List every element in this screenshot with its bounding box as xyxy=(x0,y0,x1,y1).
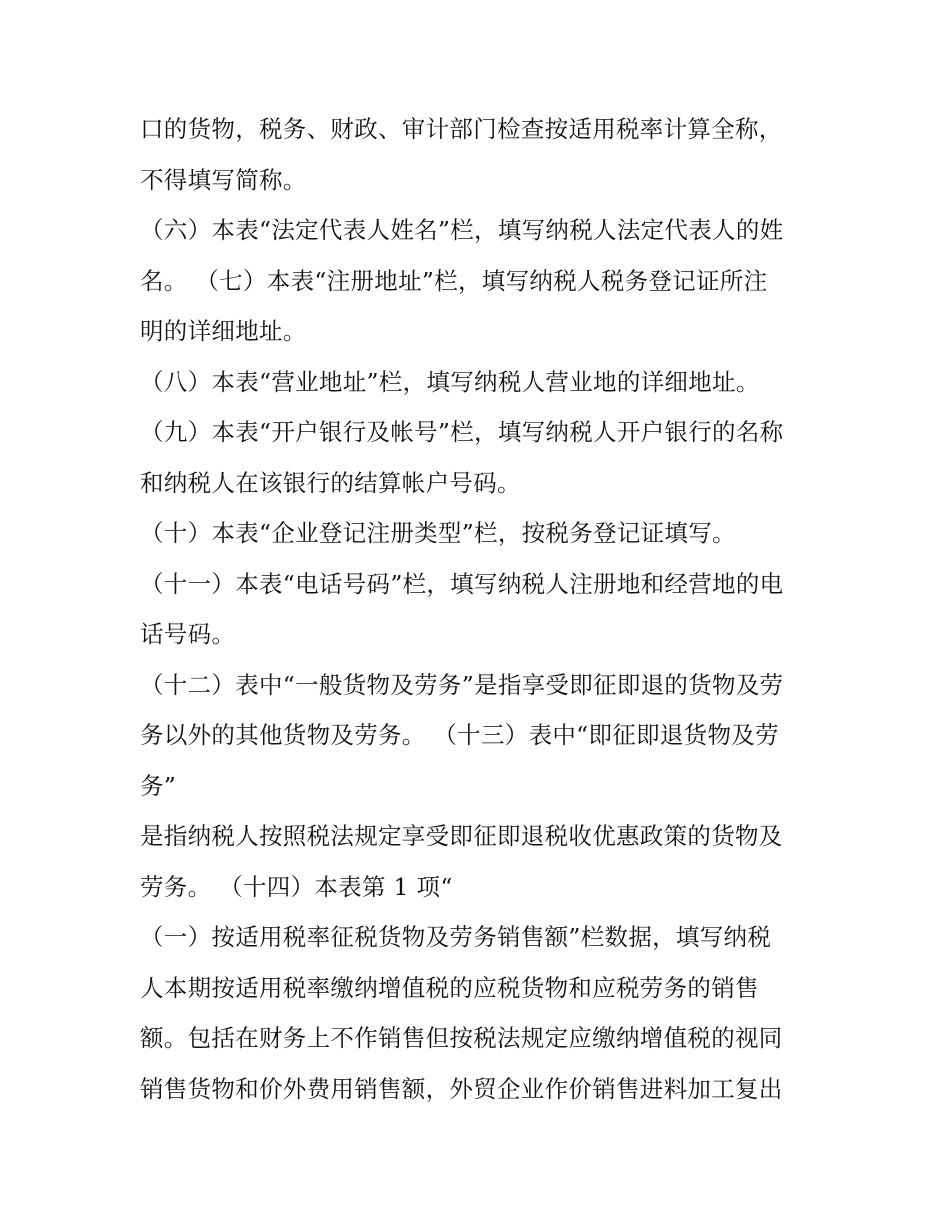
text-line: 和纳税人在该银行的结算帐户号码。 xyxy=(140,468,521,497)
text-line: 明的详细地址。 xyxy=(140,317,307,345)
text-line: 话号码。 xyxy=(140,620,236,648)
text-line: 是指纳税人按照税法规定享受即征即退税收优惠政策的货物及 xyxy=(140,822,783,850)
text-line: （十二）表中“一般货物及劳务”是指享受即征即退的货物及劳 xyxy=(140,670,784,699)
text-line: （八）本表“营业地址”栏，填写纳税人营业地的详细地址。 xyxy=(140,367,760,396)
text-line: 销售货物和价外费用销售额，外贸企业作价销售进料加工复出 xyxy=(140,1074,783,1103)
text-line: （九）本表“开户银行及帐号”栏，填写纳税人开户银行的名称 xyxy=(140,418,784,446)
text-line: 劳务。 （十四）本表第 1 项“ xyxy=(140,872,453,901)
text-line: （六）本表“法定代表人姓名”栏，填写纳税人法定代表人的姓 xyxy=(140,216,784,244)
text-line: （一）按适用税率征税货物及劳务销售额”栏数据，填写纳税 xyxy=(140,923,772,951)
text-line: （十一）本表“电话号码”栏，填写纳税人注册地和经营地的电 xyxy=(140,569,784,598)
text-line: 不得填写简称。 xyxy=(140,165,307,194)
document-body xyxy=(140,104,840,1114)
text-line: 口的货物，税务、财政、审计部门检查按适用税率计算全称， xyxy=(140,115,783,143)
text-line: 额。包括在财务上不作销售但按税法规定应缴纳增值税的视同 xyxy=(140,1024,783,1052)
text-line: 务以外的其他货物及劳务。 （十三）表中“即征即退货物及劳 xyxy=(140,721,779,749)
text-line: 人本期按适用税率缴纳增值税的应税货物和应税劳务的销售 xyxy=(140,973,759,1002)
text-line: 名。 （七）本表“注册地址”栏，填写纳税人税务登记证所注 xyxy=(140,266,768,295)
text-line: 务” xyxy=(140,771,177,800)
text-line: （十）本表“企业登记注册类型”栏，按税务登记证填写。 xyxy=(140,519,736,547)
